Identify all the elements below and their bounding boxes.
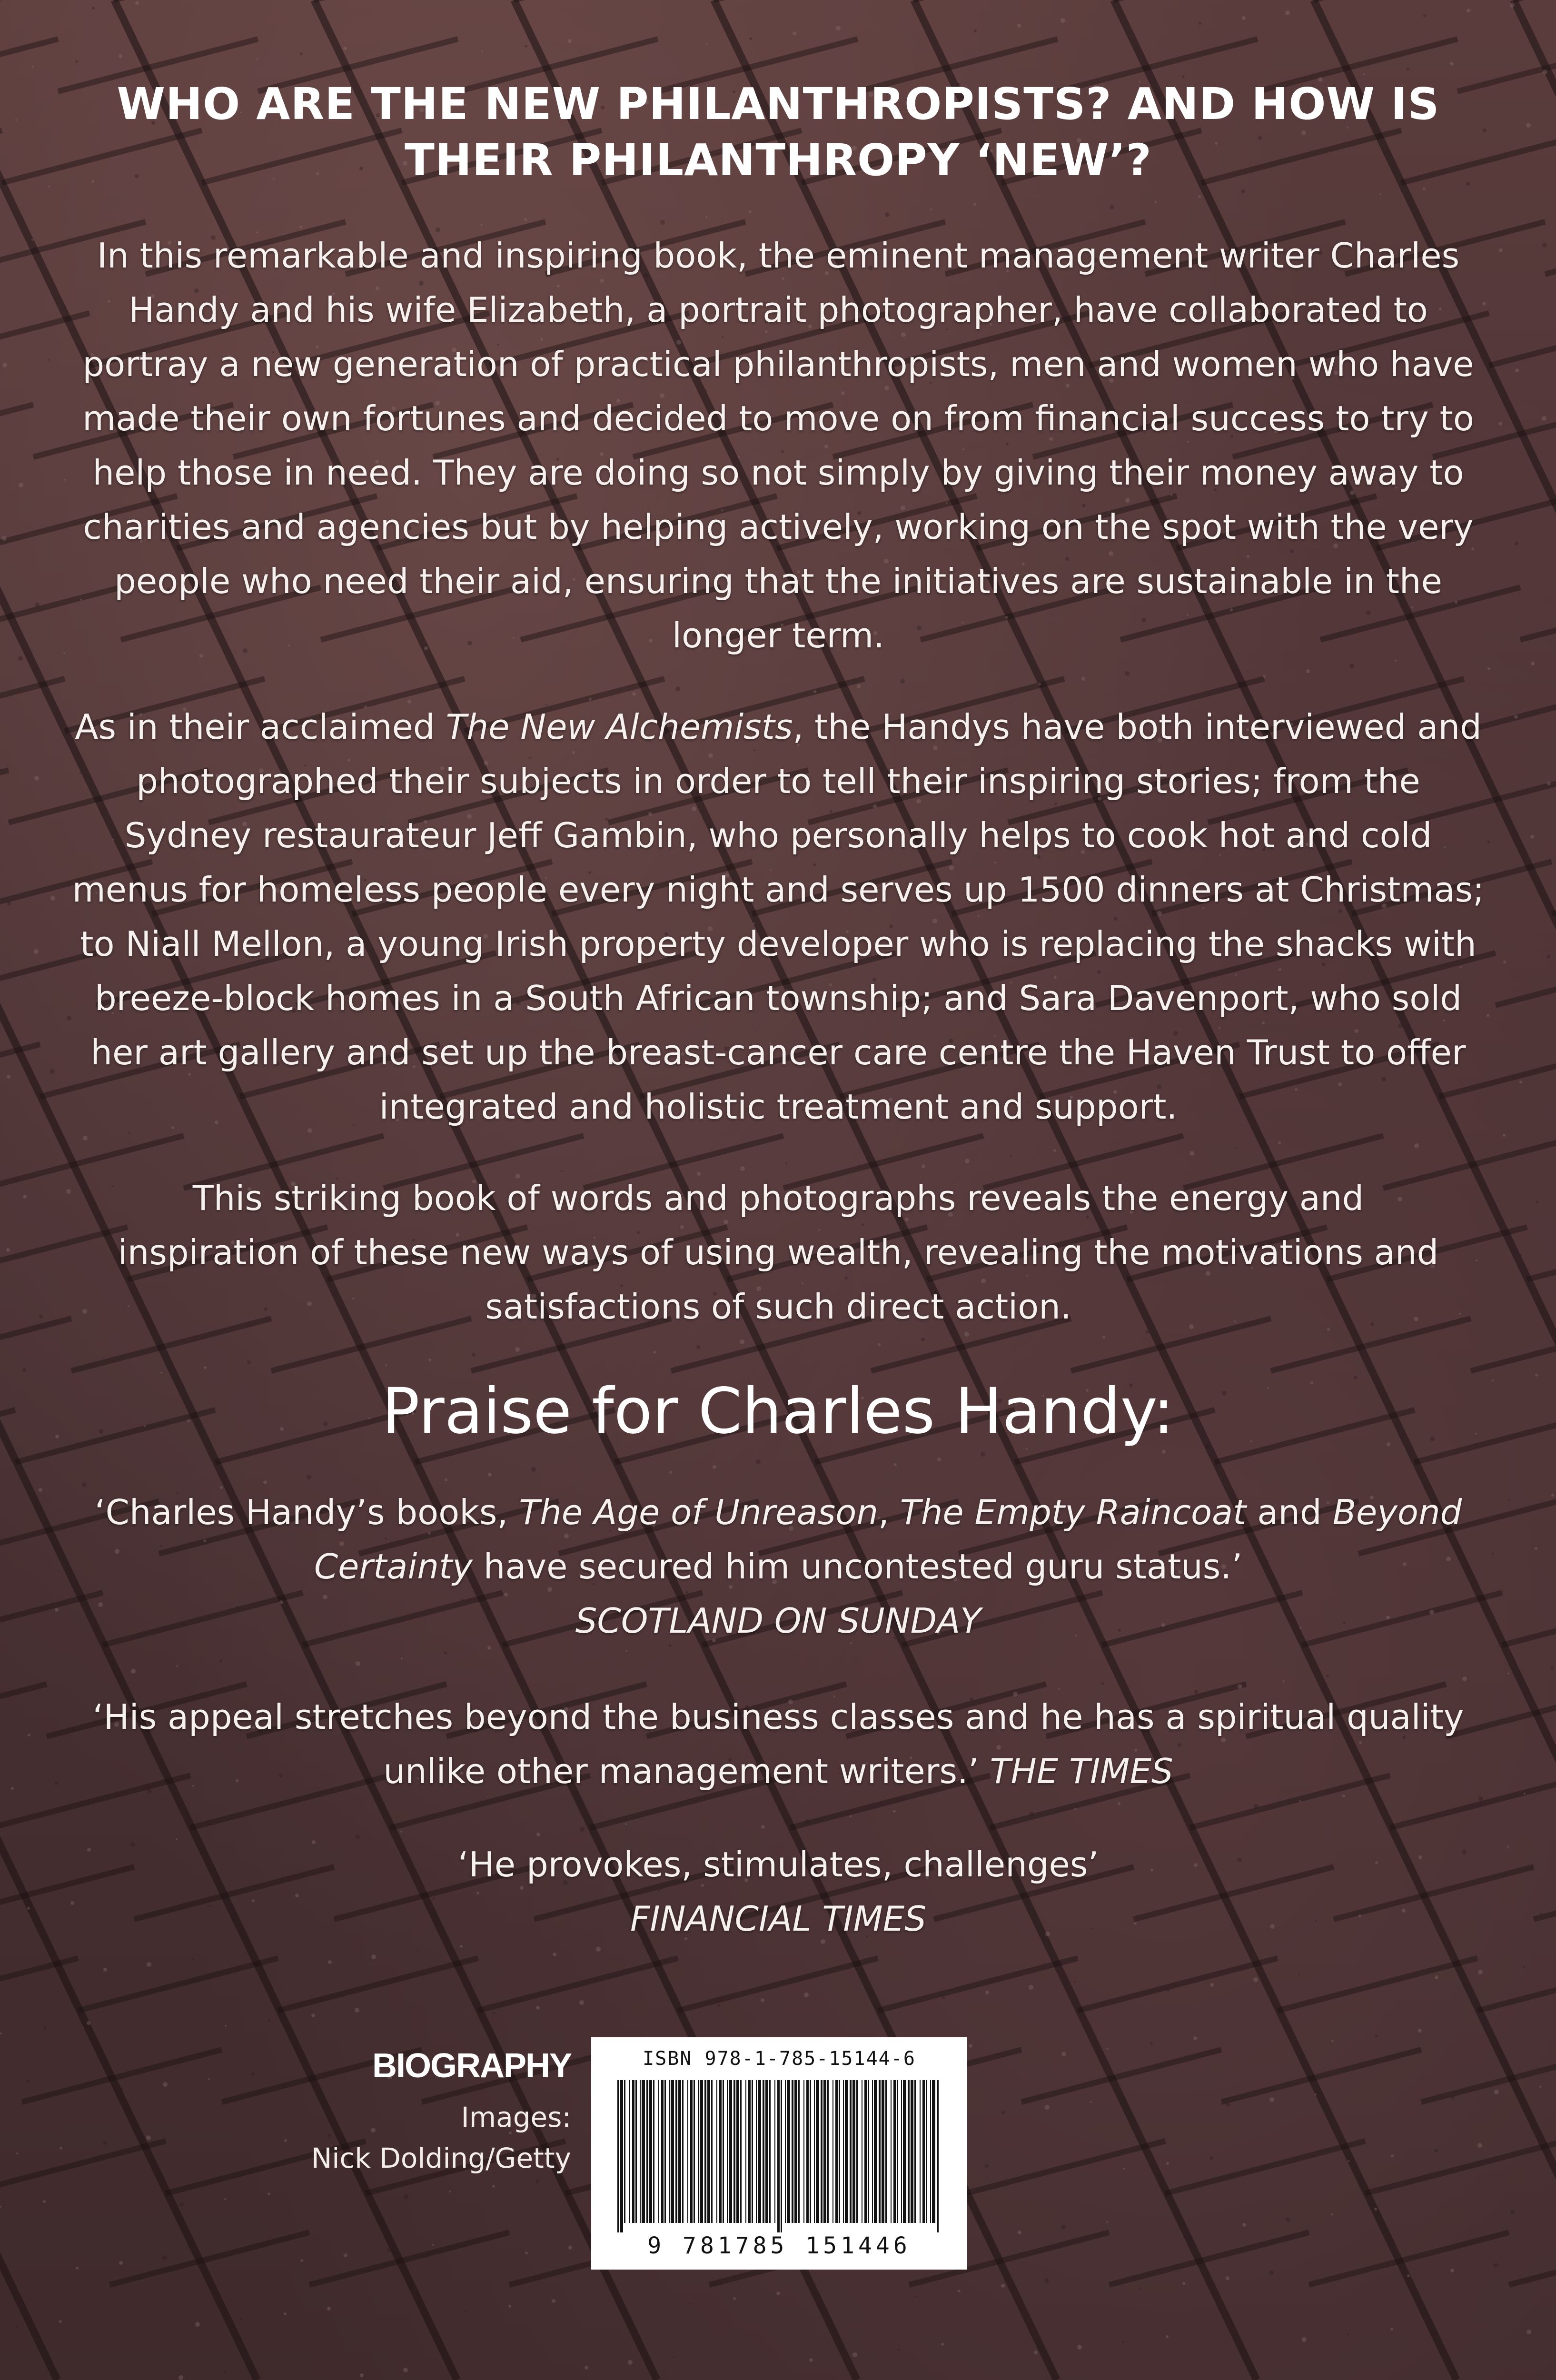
praise-heading: Praise for Charles Handy: <box>382 1375 1174 1448</box>
quote-the-times <box>86 1690 1471 1798</box>
heading-line-2: THEIR PHILANTHROPY ‘NEW’? <box>405 135 1152 186</box>
blurb-paragraph-2 <box>71 700 1485 1134</box>
quote-3-source: FINANCIAL TIMES <box>630 1899 926 1939</box>
quote-scotland-on-sunday <box>86 1485 1471 1648</box>
category-label: BIOGRAPHY <box>372 2047 571 2085</box>
quote-1-text-b: , <box>878 1492 900 1532</box>
heading-line-1: WHO ARE THE NEW PHILANTHROPISTS? AND HOW IS <box>117 79 1440 129</box>
isbn-label: ISBN 978-1-785-15144-6 <box>643 2048 916 2070</box>
quote-2-source: THE TIMES <box>990 1751 1173 1791</box>
image-credit <box>238 2097 571 2179</box>
image-credit-label: Images: <box>461 2101 571 2133</box>
quote-1-text-d: have secured him uncontested guru status.’ <box>472 1547 1243 1587</box>
barcode-bars <box>617 2080 941 2232</box>
quote-3-text: ‘He provokes, stimulates, challenges’ <box>457 1844 1099 1884</box>
blurb-p2-intro: As in their acclaimed <box>75 707 446 747</box>
quote-1-text-a: ‘Charles Handy’s books, <box>94 1492 519 1532</box>
quote-1-title-empty-raincoat: The Empty Raincoat <box>900 1492 1247 1532</box>
isbn-barcode <box>591 2037 967 2270</box>
quote-financial-times <box>86 1837 1471 1946</box>
blurb-p2-body: , the Handys have both interviewed and photographed their subjects in order to tell their inspiring stories; from the Sydney restaurateur Jeff Gambin, who personally helps to cook hot and cold menus for homeless people every night and serves up 1500 dinners at Christmas; to Niall Mellon, a young Irish property developer who is replacing the shacks with breeze-block homes in a South African township; and Sara Davenport, who sold her art gallery and set up the breast-cancer care centre the Haven Trust to offer integrated and holistic treatment and support. <box>72 707 1485 1127</box>
blurb-paragraph-1: In this remarkable and inspiring book, the eminent management writer Charles Handy and his wife Elizabeth, a portrait photographer, have collaborated to portray a new generation of practical philanthropists, men and women who have made their own fortunes and decided to move on from financial success to try to help those in need. They are doing so not simply by giving their money away to charities and agencies but by helping actively, working on the spot with the very people who need their aid, ensuring that the initiatives are sustainable in the longer term. <box>82 236 1474 655</box>
image-credit-name: Nick Dolding/Getty <box>311 2142 571 2174</box>
cover-heading <box>86 76 1471 188</box>
quote-2-text: ‘His appeal stretches beyond the business classes and he has a spiritual quality unlike other management writers.’ <box>92 1697 1464 1791</box>
quote-1-title-beyond-certainty: Beyond Certainty <box>314 1492 1462 1587</box>
blurb-paragraph-3: This striking book of words and photographs reveals the energy and inspiration of these new ways of using wealth, revealing the motivations and satisfactions of such direct action. <box>118 1178 1439 1327</box>
quote-1-source: SCOTLAND ON SUNDAY <box>575 1601 981 1641</box>
quote-1-title-age-of-unreason: The Age of Unreason <box>519 1492 878 1532</box>
quote-1-text-c: and <box>1246 1492 1333 1532</box>
barcode-digits: 9 781785 151446 <box>647 2232 911 2259</box>
book-title-new-alchemists: The New Alchemists <box>446 707 793 747</box>
